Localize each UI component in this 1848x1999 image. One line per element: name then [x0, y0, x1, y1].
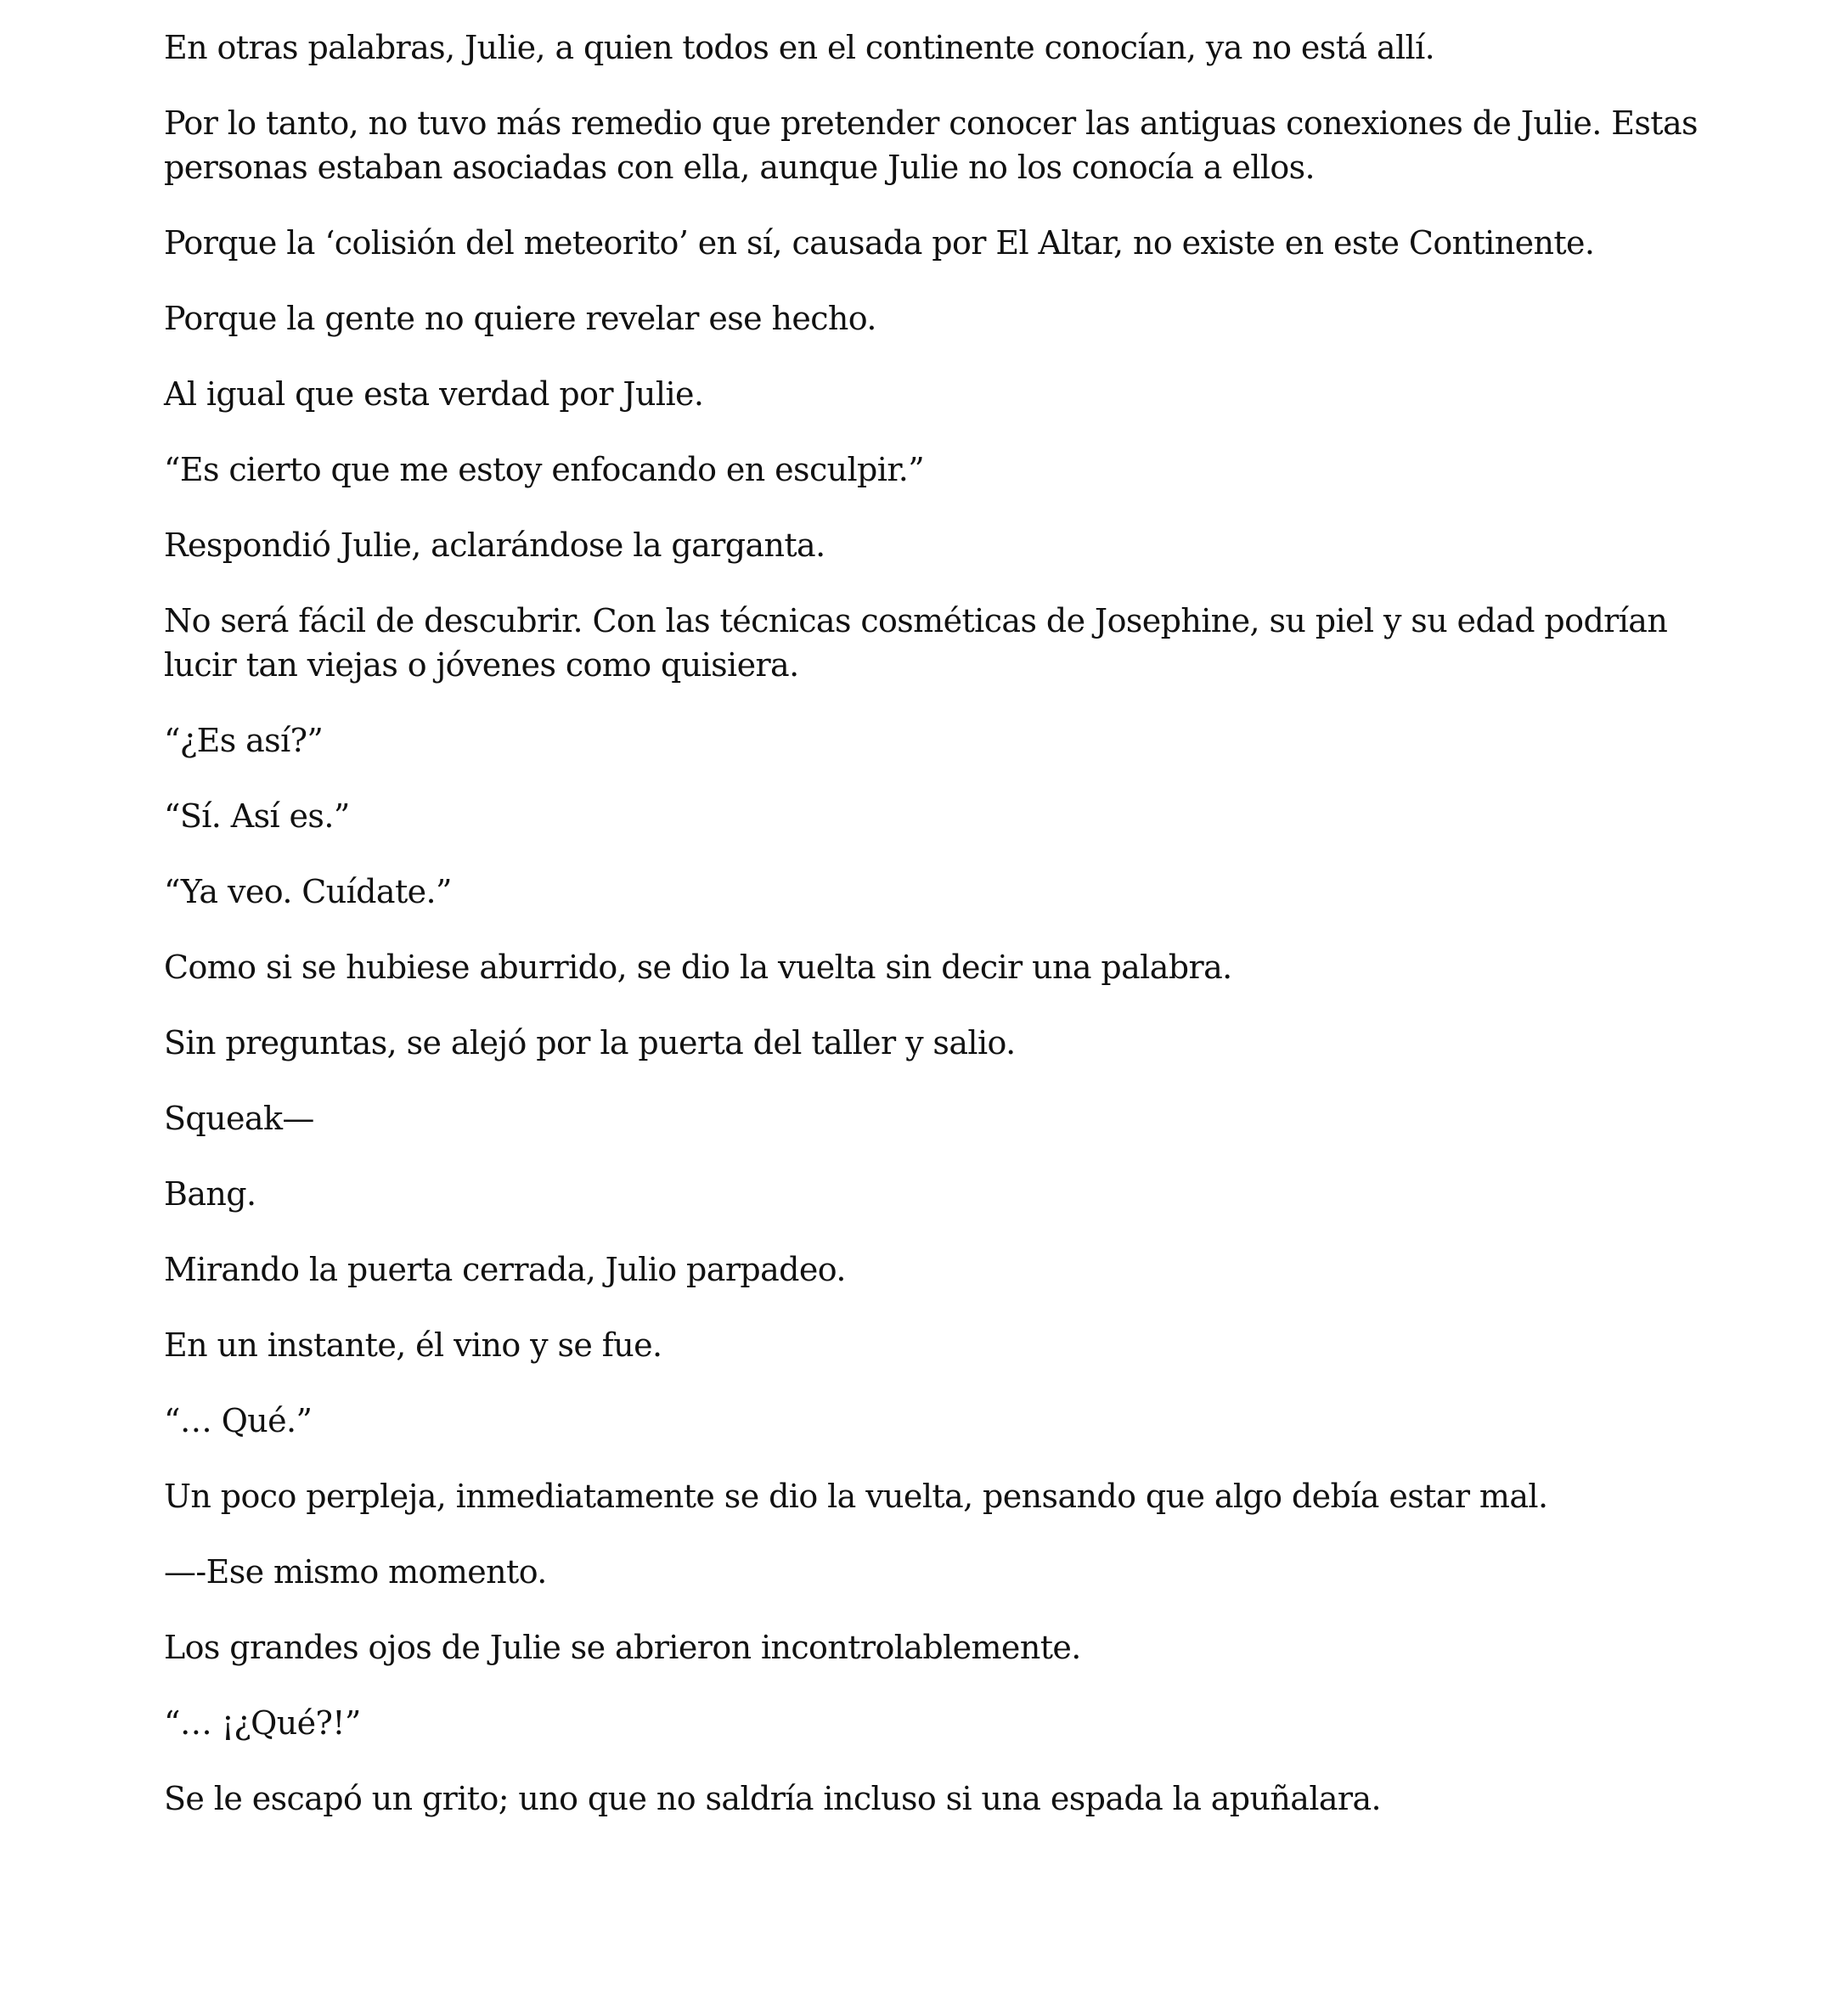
paragraph: No será fácil de descubrir. Con las técnicas cosméticas de Josephine, su piel y su edad podrían lucir tan viejas o jóvenes como quisiera.	[164, 602, 1668, 684]
paragraph: Porque la ‘colisión del meteorito’ en sí, causada por El Altar, no existe en este Continente.	[164, 224, 1595, 262]
paragraph: Respondió Julie, aclarándose la garganta.	[164, 526, 825, 564]
paragraph: “Es cierto que me estoy enfocando en esculpir.”	[164, 451, 925, 488]
paragraph: Se le escapó un grito; uno que no saldría incluso si una espada la apuñalara.	[164, 1780, 1382, 1817]
paragraph: Sin preguntas, se alejó por la puerta del taller y salio.	[164, 1024, 1016, 1061]
paragraph: “¿Es así?”	[164, 722, 324, 759]
paragraph: “… ¡¿Qué?!”	[164, 1704, 361, 1742]
paragraph: Un poco perpleja, inmediatamente se dio la vuelta, pensando que algo debía estar mal.	[164, 1478, 1548, 1515]
paragraph: Bang.	[164, 1175, 256, 1213]
paragraph: Porque la gente no quiere revelar ese hecho.	[164, 300, 876, 337]
paragraph: Squeak—	[164, 1100, 314, 1137]
document-page	[164, 25, 1744, 1852]
paragraph: “Sí. Así es.”	[164, 797, 350, 835]
paragraph: Como si se hubiese aburrido, se dio la vuelta sin decir una palabra.	[164, 949, 1232, 986]
paragraph: —-Ese mismo momento.	[164, 1553, 547, 1591]
paragraph: En otras palabras, Julie, a quien todos en el continente conocían, ya no está allí.	[164, 29, 1435, 66]
paragraph: “… Qué.”	[164, 1402, 313, 1439]
paragraph: Los grandes ojos de Julie se abrieron incontrolablemente.	[164, 1629, 1081, 1666]
paragraph: Por lo tanto, no tuvo más remedio que pretender conocer las antiguas conexiones de Julie. Estas personas estaban asociadas con ella, aunque Julie no los conocía a ellos.	[164, 104, 1698, 186]
paragraph: “Ya veo. Cuídate.”	[164, 873, 452, 910]
paragraph: Al igual que esta verdad por Julie.	[164, 375, 704, 413]
paragraph: En un instante, él vino y se fue.	[164, 1326, 662, 1364]
paragraph: Mirando la puerta cerrada, Julio parpadeo.	[164, 1251, 846, 1288]
